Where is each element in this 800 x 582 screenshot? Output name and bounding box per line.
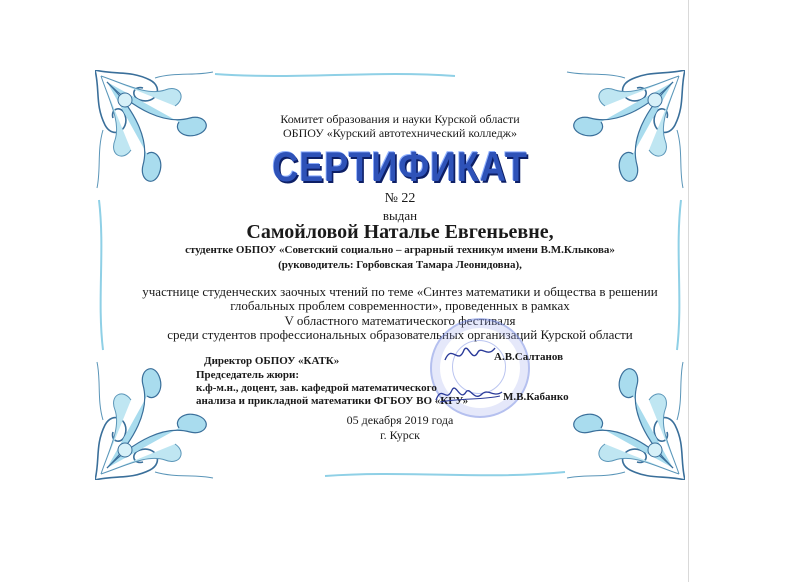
signatory-1-title: Директор ОБПОУ «КАТК» — [204, 355, 340, 367]
body-line-2: глобальных проблем современности», проведенных в рамках — [230, 298, 570, 313]
issuer-line-1: Комитет образования и науки Курской области — [280, 112, 520, 126]
recipient-role: студентке ОБПОУ «Советский социально – аграрный техникум имени В.М.Клыкова» — [185, 244, 615, 256]
issuer-line-2: ОБПОУ «Курский автотехнический колледж» — [283, 126, 517, 140]
body-line-4: среди студентов профессиональных образовательных организаций Курской области — [167, 327, 633, 342]
body-line-1: участнице студенческих заочных чтений по теме «Синтез математики и общества в решении — [142, 284, 658, 299]
issue-city: г. Курск — [380, 428, 420, 442]
signature-2-icon — [432, 380, 504, 408]
supervisor-line: (руководитель: Горбовская Тамара Леонидовна), — [278, 259, 522, 271]
recipient-name: Самойловой Наталье Евгеньевне, — [246, 221, 554, 243]
signatory-2-title-3: анализа и прикладной математики ФГБОУ ВО «КГУ» — [196, 395, 469, 407]
signatory-2-title-2: к.ф-м.н., доцент, зав. кафедрой математического — [196, 382, 437, 394]
issued-label: выдан — [382, 208, 418, 223]
signatory-2-name: М.В.Кабанко — [503, 391, 569, 403]
issue-date: 05 декабря 2019 года — [346, 413, 454, 427]
body-line-3: V областного математического фестиваля — [284, 313, 516, 328]
certificate-title: СЕРТИФИКАТ — [272, 143, 528, 190]
signature-1-icon — [440, 338, 500, 368]
certificate-number: № 22 — [384, 191, 416, 206]
signatory-2-title-1: Председатель жюри: — [196, 369, 300, 381]
signatory-1-name: А.В.Салтанов — [494, 351, 564, 363]
